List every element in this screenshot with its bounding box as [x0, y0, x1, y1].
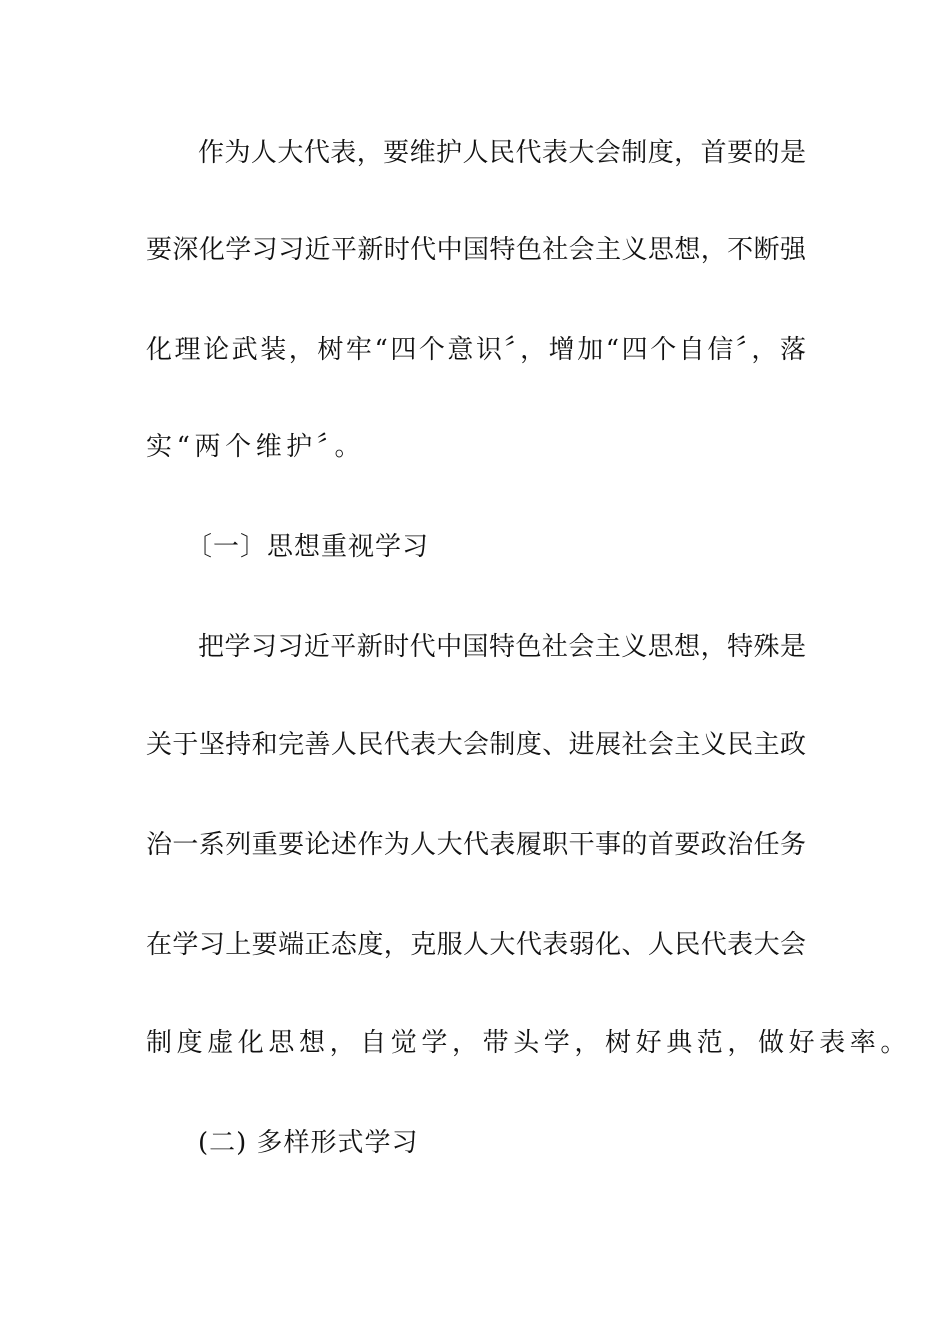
paragraph-1-line-1: 作为人大代表，要维护人民代表大会制度，首要的是 — [198, 138, 806, 168]
paragraph-1-line-2: 要深化学习习近平新时代中国特色社会主义思想，不断强 — [146, 235, 806, 265]
paragraph-1-line-3: 化理论武装，树牢“四个意识〞，增加“四个自信〞，落 — [146, 335, 806, 365]
paragraph-2-line-1: 把学习习近平新时代中国特色社会主义思想，特殊是 — [198, 632, 806, 662]
paragraph-2-line-5: 制度虚化思想，自觉学，带头学，树好典范，做好表率。 — [146, 1028, 912, 1058]
paragraph-1-line-4: 实“两个维护〞。 — [146, 432, 366, 462]
paragraph-2-line-2: 关于坚持和完善人民代表大会制度、进展社会主义民主政 — [146, 730, 806, 760]
section-heading-1: 〔一〕思想重视学习 — [186, 532, 430, 562]
paragraph-2-line-3: 治一系列重要论述作为人大代表履职干事的首要政治任务 — [146, 830, 806, 860]
section-heading-2: (二) 多样形式学习 — [198, 1128, 419, 1158]
paragraph-2-line-4: 在学习上要端正态度，克服人大代表弱化、人民代表大会 — [146, 930, 806, 960]
